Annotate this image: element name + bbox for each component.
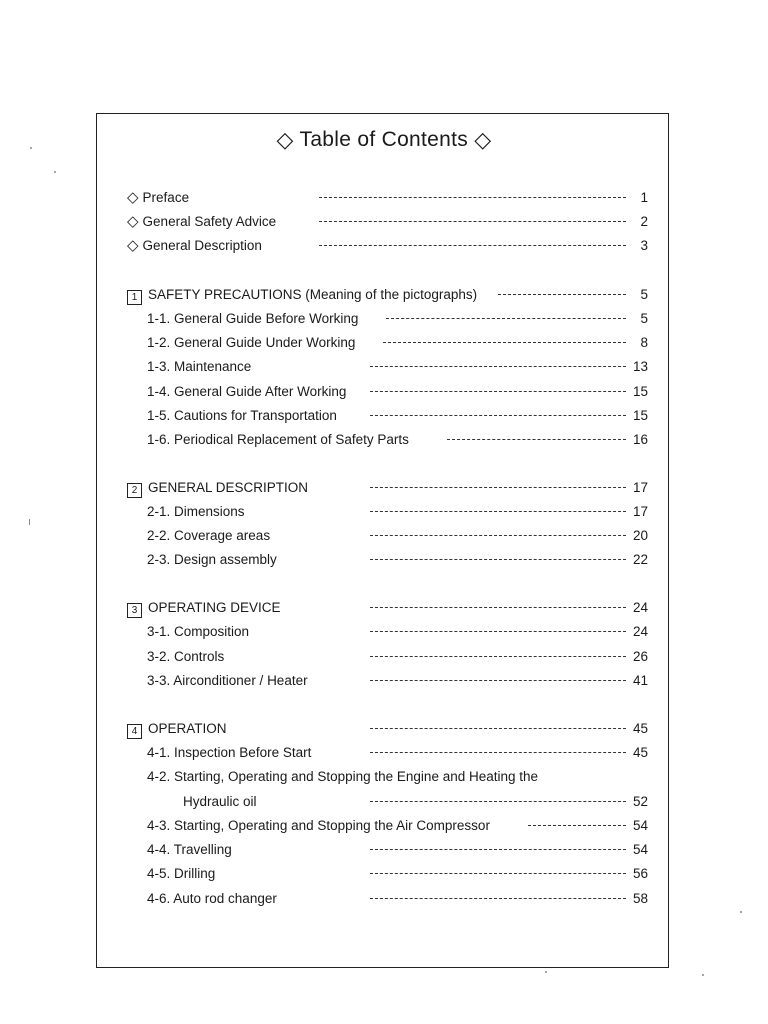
toc-entry-text: 4-3. Starting, Operating and Stopping the Air Compressor	[147, 818, 490, 833]
toc-entry	[147, 357, 648, 377]
toc-entry	[147, 430, 648, 450]
scan-speck	[29, 519, 30, 525]
section-heading	[127, 719, 648, 739]
section-heading	[127, 285, 648, 305]
page-number: 41	[632, 673, 648, 688]
leader-dashes	[370, 680, 626, 681]
toc-entry-label	[147, 840, 232, 860]
leader-dashes	[370, 487, 626, 488]
front-matter-entry	[127, 188, 648, 208]
leader-dashes	[319, 245, 626, 246]
toc-entry	[147, 333, 648, 353]
page-number: 45	[632, 745, 648, 760]
toc-entry	[147, 550, 648, 570]
page-number: 54	[632, 842, 648, 857]
toc-entry-label	[147, 382, 346, 402]
leader-dashes	[370, 366, 626, 367]
toc-entry	[147, 671, 648, 691]
toc-entry-text: 2-3. Design assembly	[147, 552, 277, 567]
toc-entry	[147, 406, 648, 426]
diamond-bullet-icon: ◇	[127, 213, 139, 230]
leader-dashes	[370, 898, 626, 899]
toc-entry-text: 3-3. Airconditioner / Heater	[147, 673, 308, 688]
page-number: 2	[640, 214, 648, 229]
toc-entry-text: Preface	[142, 190, 190, 205]
leader-dashes	[370, 873, 626, 874]
page-number: 26	[632, 649, 648, 664]
section-number-box: 3	[127, 603, 142, 618]
section-number-box: 4	[127, 724, 142, 739]
section-heading	[127, 478, 648, 498]
page-number: 52	[632, 794, 648, 809]
toc-entry	[147, 767, 648, 787]
leader-dashes	[370, 607, 626, 608]
toc-entry-label	[127, 212, 276, 232]
page-number: 22	[632, 552, 648, 567]
toc-entry-text: 4-2. Starting, Operating and Stopping the Engine and Heating the	[147, 769, 539, 784]
page-number: 45	[632, 721, 648, 736]
page-number: 15	[632, 408, 648, 423]
page-number: 16	[632, 432, 648, 447]
toc-entry-text: OPERATING DEVICE	[148, 600, 281, 615]
toc-entry-label	[147, 550, 277, 570]
diamond-bullet-icon: ◇	[127, 189, 139, 206]
toc-entry-label	[147, 333, 355, 353]
toc-entry-text: 3-1. Composition	[147, 624, 250, 639]
toc-entry	[147, 816, 648, 836]
title-text: Table of Contents	[299, 128, 469, 151]
page-number: 24	[632, 624, 648, 639]
leader-dashes	[370, 631, 626, 632]
section-number-box: 1	[127, 290, 142, 305]
leader-dashes	[386, 318, 626, 319]
toc-entry-text: 3-2. Controls	[147, 649, 225, 664]
toc-entry-label	[127, 236, 262, 256]
scan-speck	[740, 911, 742, 913]
toc-entry-label	[147, 309, 358, 329]
leader-dashes	[370, 535, 626, 536]
toc-entry-text: Hydraulic oil	[183, 794, 257, 809]
page-number: 5	[640, 311, 648, 326]
toc-entry-text: General Description	[142, 238, 262, 253]
leader-dashes	[370, 801, 626, 802]
leader-dashes	[383, 342, 626, 343]
leader-dashes	[370, 559, 626, 560]
toc-entry-label	[147, 671, 308, 691]
toc-entry-label	[127, 719, 227, 739]
toc-entry-label	[127, 598, 281, 618]
toc-entry-label	[147, 647, 224, 667]
leader-dashes	[370, 728, 626, 729]
leader-dashes	[319, 197, 626, 198]
page-number: 17	[632, 504, 648, 519]
toc-entry-label	[147, 502, 245, 522]
toc-entry-label	[147, 406, 337, 426]
leader-dashes	[370, 415, 626, 416]
title-diamond-left-icon: ◇	[276, 127, 294, 152]
page-number: 1	[640, 190, 648, 205]
toc-entry-text: 4-6. Auto rod changer	[147, 891, 277, 906]
toc-entry	[147, 864, 648, 884]
page-number: 13	[632, 359, 648, 374]
toc-entry-label	[147, 767, 538, 787]
scan-speck	[702, 974, 704, 976]
toc-entry-text: 1-2. General Guide Under Working	[147, 335, 356, 350]
toc-entry	[147, 382, 648, 402]
toc-entry-label	[127, 188, 189, 208]
page-number: 15	[632, 384, 648, 399]
scan-speck	[30, 147, 32, 149]
toc-entry-text: 4-5. Drilling	[147, 866, 216, 881]
title-diamond-right-icon: ◇	[474, 127, 492, 152]
toc-entry	[147, 889, 648, 909]
toc-entry-text: GENERAL DESCRIPTION	[148, 480, 309, 495]
front-matter-entry	[127, 236, 648, 256]
toc-entry	[147, 840, 648, 860]
section-number-box: 2	[127, 483, 142, 498]
toc-entry-continuation	[183, 792, 648, 812]
toc-entry-text: 2-1. Dimensions	[147, 504, 245, 519]
page-number: 54	[632, 818, 648, 833]
toc-entry-label	[147, 864, 215, 884]
leader-dashes	[528, 825, 626, 826]
toc-entry-label	[127, 285, 477, 305]
page-title	[0, 126, 768, 152]
toc-entry	[147, 502, 648, 522]
toc-entry-text: 1-6. Periodical Replacement of Safety Parts	[147, 432, 409, 447]
section-heading	[127, 598, 648, 618]
page-number: 24	[632, 600, 648, 615]
leader-dashes	[370, 511, 626, 512]
toc-entry-label	[147, 889, 277, 909]
page-number: 5	[640, 287, 648, 302]
page-number: 17	[632, 480, 648, 495]
toc-entry	[147, 526, 648, 546]
toc-entry-text: 1-4. General Guide After Working	[147, 384, 347, 399]
leader-dashes	[370, 752, 626, 753]
toc-entry-label	[147, 743, 311, 763]
toc-entry-label	[147, 357, 251, 377]
diamond-bullet-icon: ◇	[127, 237, 139, 254]
page-number: 58	[632, 891, 648, 906]
page-number: 3	[640, 238, 648, 253]
leader-dashes	[498, 294, 626, 295]
toc-entry-text: SAFETY PRECAUTIONS (Meaning of the pictographs)	[148, 287, 478, 302]
toc-entry-label	[183, 792, 257, 812]
page-number: 56	[632, 866, 648, 881]
toc-entry	[147, 309, 648, 329]
scan-speck	[54, 171, 56, 173]
page-number: 20	[632, 528, 648, 543]
leader-dashes	[370, 849, 626, 850]
leader-dashes	[370, 391, 626, 392]
toc-entry-text: OPERATION	[148, 721, 227, 736]
toc-entry-text: 1-1. General Guide Before Working	[147, 311, 359, 326]
toc-entry-label	[127, 478, 308, 498]
toc-entry-text: 4-4. Travelling	[147, 842, 232, 857]
scan-speck	[545, 971, 547, 973]
toc-entry-label	[147, 622, 249, 642]
toc-entry	[147, 743, 648, 763]
toc-entry-text: 1-3. Maintenance	[147, 359, 252, 374]
toc-entry	[147, 647, 648, 667]
toc-entry-text: 4-1. Inspection Before Start	[147, 745, 312, 760]
toc-entry-label	[147, 430, 409, 450]
toc-entry-text: 2-2. Coverage areas	[147, 528, 271, 543]
leader-dashes	[447, 439, 626, 440]
leader-dashes	[319, 221, 626, 222]
toc-entry-label	[147, 816, 490, 836]
page-number: 8	[640, 335, 648, 350]
leader-dashes	[370, 656, 626, 657]
toc-entry-text: General Safety Advice	[142, 214, 277, 229]
front-matter-entry	[127, 212, 648, 232]
toc-entry-text: 1-5. Cautions for Transportation	[147, 408, 337, 423]
toc-entry-label	[147, 526, 270, 546]
toc-entry	[147, 622, 648, 642]
